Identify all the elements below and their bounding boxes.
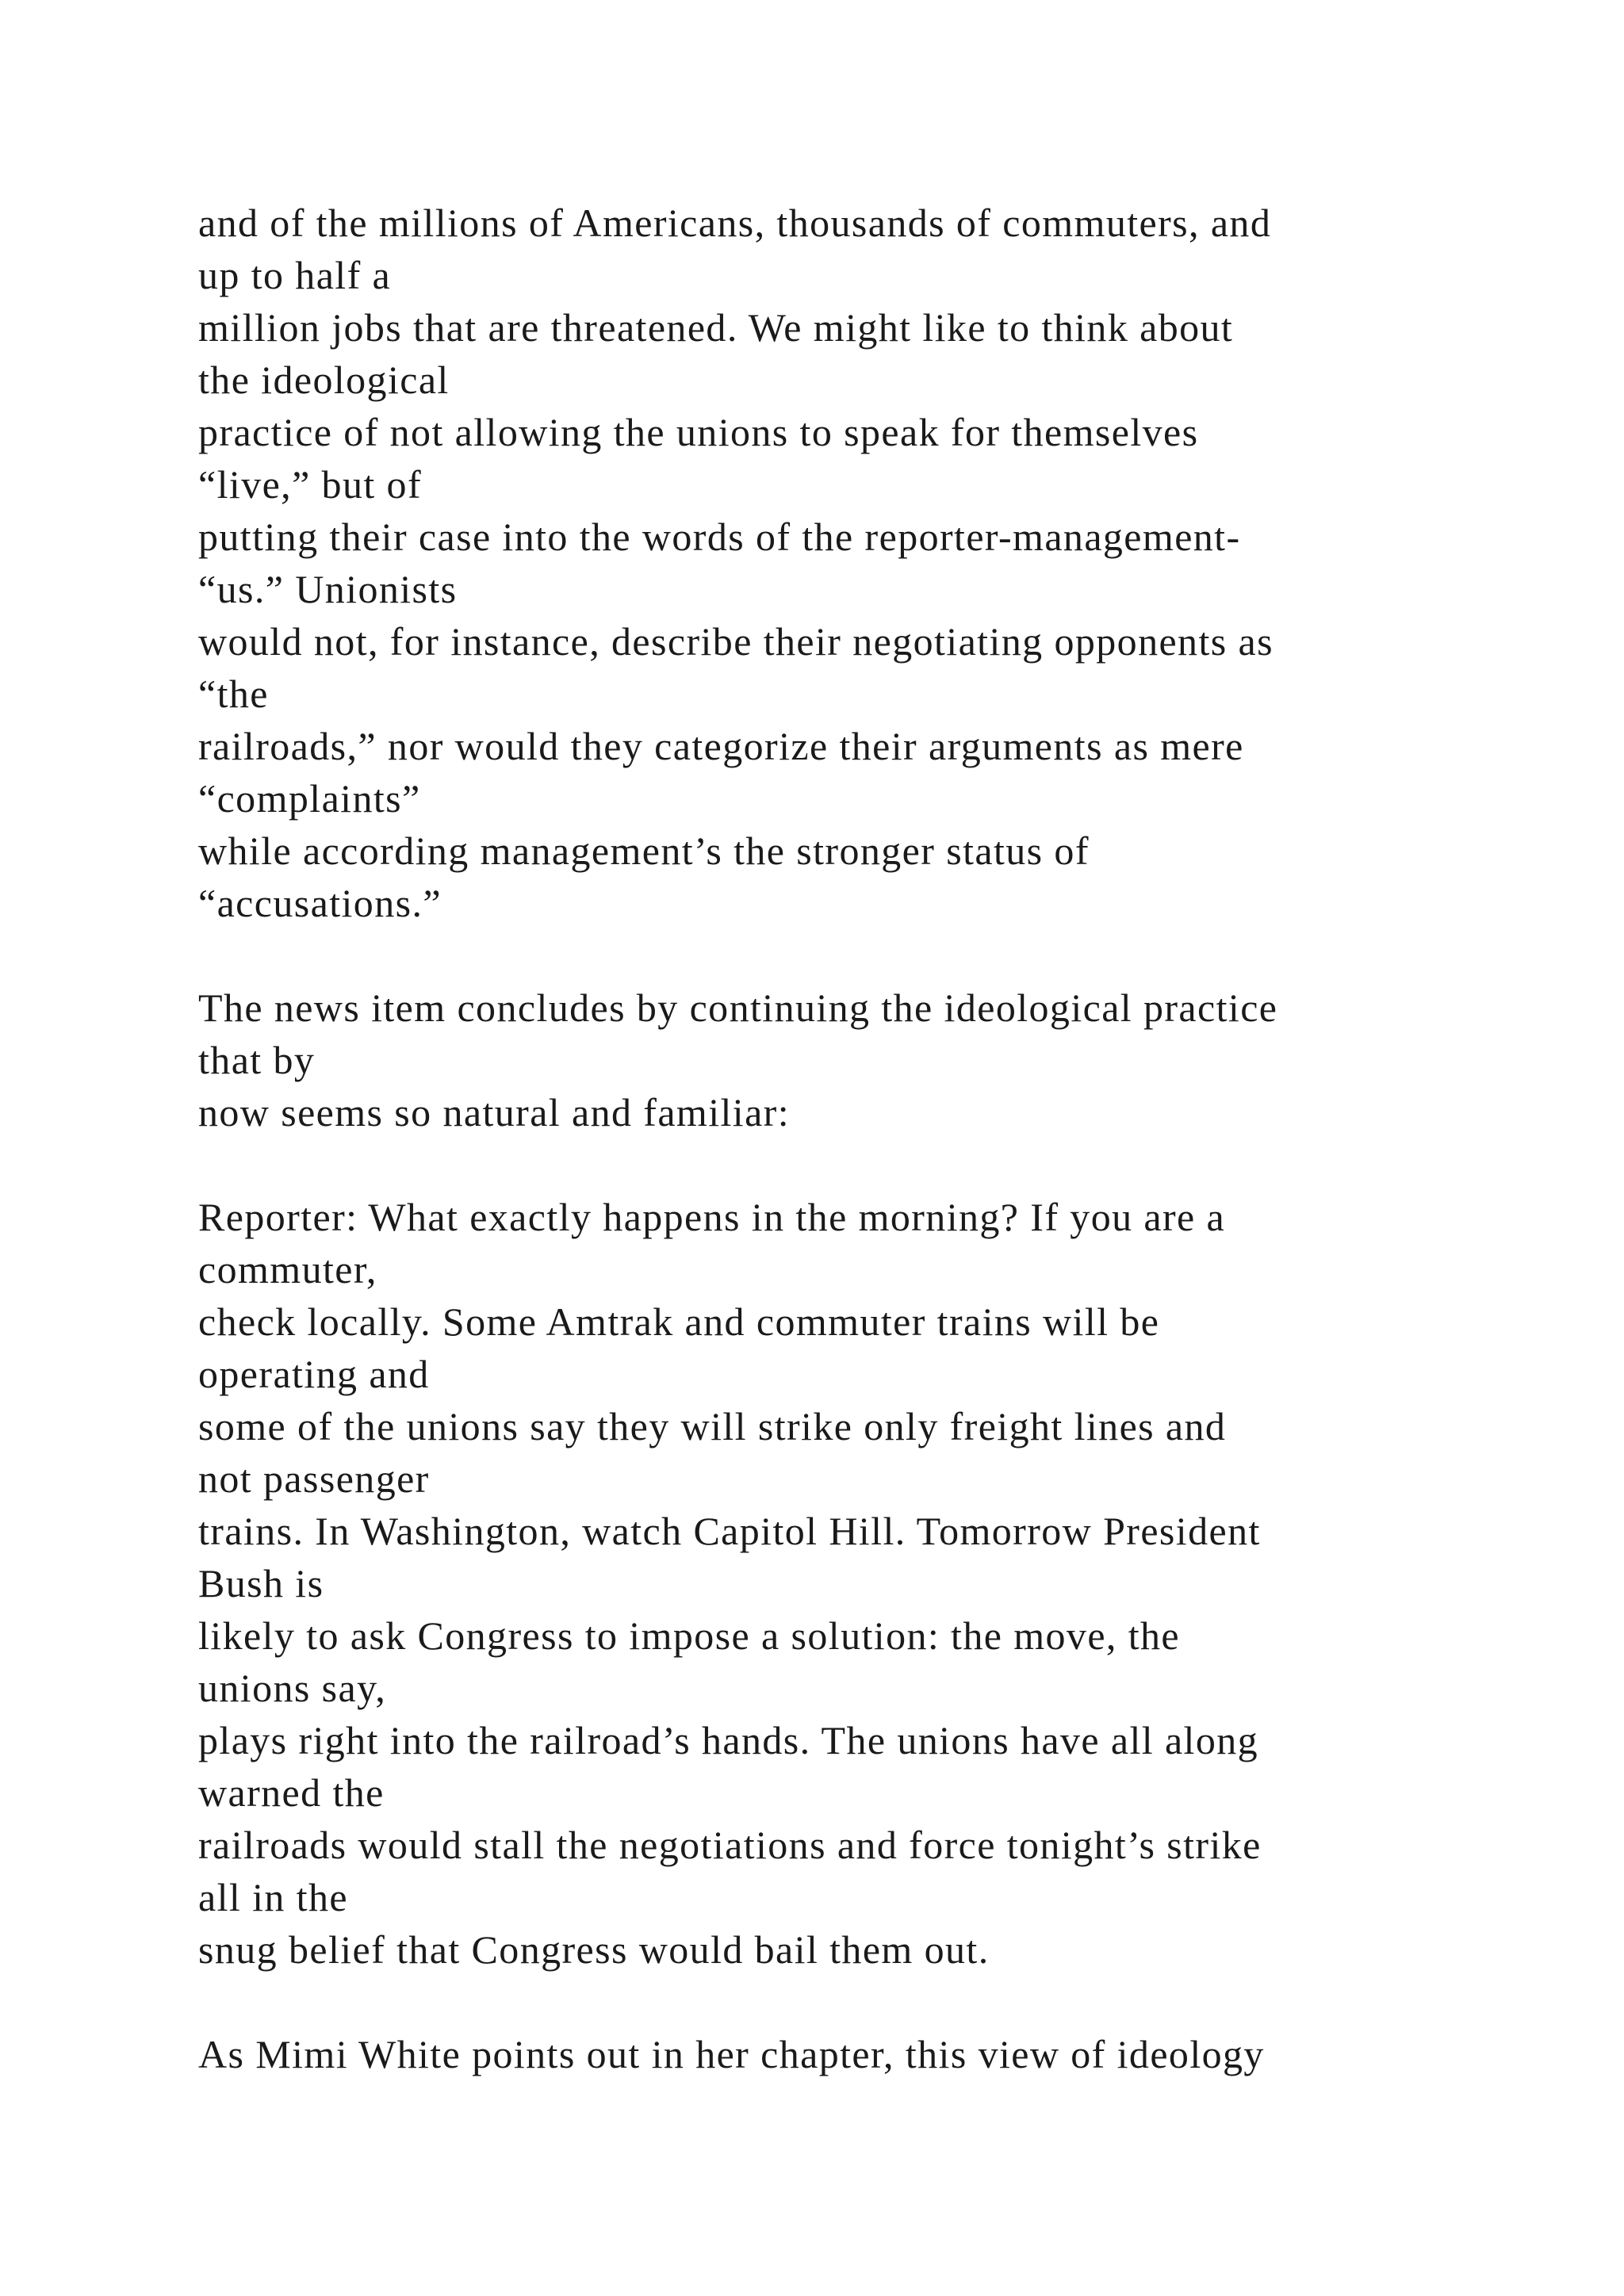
text-line: “live,” but of xyxy=(198,462,423,507)
text-line: Bush is xyxy=(198,1561,324,1605)
text-line: commuter, xyxy=(198,1247,377,1292)
text-line: warned the xyxy=(198,1770,385,1815)
paragraph xyxy=(198,197,1562,929)
text-line: “accusations.” xyxy=(198,881,442,925)
text-line: practice of not allowing the unions to speak for themselves xyxy=(198,410,1199,454)
text-line: putting their case into the words of the reporter-management- xyxy=(198,515,1241,559)
text-line: unions say, xyxy=(198,1666,387,1710)
text-line: plays right into the railroad’s hands. The unions have all along xyxy=(198,1718,1259,1762)
text-line: up to half a xyxy=(198,253,392,297)
text-line: operating and xyxy=(198,1352,430,1396)
text-line: not passenger xyxy=(198,1456,430,1501)
text-line: Reporter: What exactly happens in the morning? If you are a xyxy=(198,1195,1226,1239)
text-line: while according management’s the stronger status of xyxy=(198,828,1090,873)
text-line: The news item concludes by continuing the ideological practice xyxy=(198,985,1278,1030)
text-line: railroads would stall the negotiations and force tonight’s strike xyxy=(198,1823,1262,1867)
text-line: all in the xyxy=(198,1875,348,1919)
paragraph xyxy=(198,2028,1562,2080)
text-line: likely to ask Congress to impose a solution: the move, the xyxy=(198,1613,1181,1658)
body-text xyxy=(198,197,1562,2080)
text-line: “complaints” xyxy=(198,776,421,821)
quoted-transcript xyxy=(198,1191,1562,1976)
paragraph-gap xyxy=(198,929,1562,982)
text-line: million jobs that are threatened. We might like to think about xyxy=(198,305,1234,350)
text-line: “us.” Unionists xyxy=(198,567,458,611)
text-line: would not, for instance, describe their negotiating opponents as xyxy=(198,619,1274,664)
paragraph xyxy=(198,982,1562,1138)
text-line: check locally. Some Amtrak and commuter trains will be xyxy=(198,1299,1160,1344)
text-line: now seems so natural and familiar: xyxy=(198,1090,791,1135)
text-line: some of the unions say they will strike only freight lines and xyxy=(198,1404,1227,1448)
text-line: trains. In Washington, watch Capitol Hill. Tomorrow President xyxy=(198,1509,1261,1553)
text-line: “the xyxy=(198,672,269,716)
text-line: and of the millions of Americans, thousands of commuters, and xyxy=(198,201,1272,245)
paragraph-gap xyxy=(198,1138,1562,1191)
text-line: snug belief that Congress would bail them out. xyxy=(198,1927,990,1972)
text-line: the ideological xyxy=(198,358,450,402)
text-line: As Mimi White points out in her chapter, this view of ideology xyxy=(198,2032,1265,2076)
text-line: that by xyxy=(198,1038,316,1082)
text-line: railroads,” nor would they categorize their arguments as mere xyxy=(198,724,1244,768)
paragraph-gap xyxy=(198,1976,1562,2028)
